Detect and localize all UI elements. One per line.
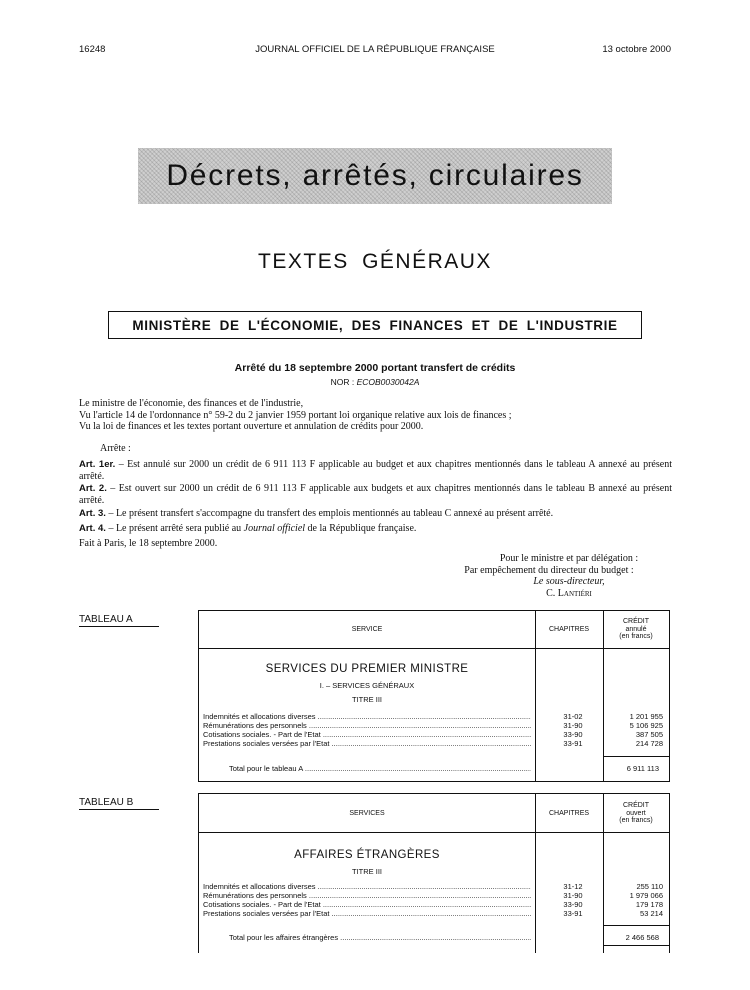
table-row [203,721,673,730]
article-label: Art. 2. [79,483,107,494]
tableau-a [198,610,670,782]
signature-block [464,553,669,599]
credit-header-line: CRÉDIT [622,802,650,809]
titre-heading: TITRE III [352,695,382,704]
header-divider [199,648,669,649]
article-text: – Le présent arrêté sera publié au [108,523,244,534]
row-chapitre: 33-90 [563,900,583,909]
nor-code: ECOB0030042A [356,377,420,387]
row-credit: 387 505 [635,730,663,739]
subsection-title: I. – SERVICES GÉNÉRAUX [319,681,415,690]
titre-heading: TITRE III [352,867,382,876]
tableau-b-underline [79,809,159,810]
table-row [203,730,673,739]
tableau-b-label: TABLEAU B [79,797,134,808]
total-divider [604,756,669,757]
journal-title: JOURNAL OFFICIEL DE LA RÉPUBLIQUE FRANÇAISE [255,44,495,55]
total-label: Total pour le tableau A ..... [229,764,531,774]
tableau-b [198,793,670,953]
row-label: Prestations sociales versées par l'Etat ..... [203,739,531,748]
row-credit: 179 178 [635,900,663,909]
total-row [229,933,669,943]
total-row [229,764,669,774]
col-header-credit [603,802,669,825]
row-chapitre: 31-90 [563,891,583,900]
ministry-box [108,311,642,339]
row-credit: 255 110 [636,882,663,891]
table-row [203,891,673,900]
fait-line: Fait à Paris, le 18 septembre 2000. [79,538,218,549]
row-label: Rémunérations des personnels ..... [203,721,531,730]
preamble-line: Vu l'article 14 de l'ordonnance n° 59-2 du 2 janvier 1959 portant loi organique relative aux lois de finances ; [79,409,512,421]
credit-header-line: (en francs) [619,817,653,824]
signature-line-1: Pour le ministre et par délégation : [499,553,639,564]
row-credit: 214 728 [635,739,663,748]
section-heading: TEXTES GÉNÉRAUX [258,250,492,273]
table-row [203,882,673,891]
tableau-a-label: TABLEAU A [79,614,133,625]
row-chapitre: 33-91 [563,739,583,748]
journal-italic: Journal officiel [243,523,306,534]
row-label: Rémunérations des personnels ..... [203,891,531,900]
row-credit: 1 201 955 [629,712,663,721]
col-header-service: SERVICE [351,626,383,633]
row-chapitre: 31-02 [563,712,583,721]
row-credit: 1 979 066 [629,891,663,900]
table-row [203,900,673,909]
preamble-line: Vu la loi de finances et les textes portant ouverture et annulation de crédits pour 2000. [79,421,424,432]
total-divider [604,925,669,926]
total-value: 6 911 113 [626,764,659,773]
article-label: Art. 1er. [79,459,116,470]
credit-header-line: (en francs) [619,633,653,640]
table-row [203,712,673,721]
page-number: 16248 [79,44,106,55]
row-label: Cotisations sociales. - Part de l'Etat ..... [203,900,531,909]
table-row [203,909,673,918]
article-3 [79,508,672,520]
row-credit: 53 214 [640,909,663,918]
col-header-service: SERVICES [349,810,385,817]
signature-line-2: Par empêchement du directeur du budget : [464,564,634,576]
total-value: 2 466 568 [625,933,659,942]
article-text: de la République française. [305,523,417,534]
nor-label: NOR : [330,377,355,387]
column-divider [535,794,536,953]
column-divider [535,611,536,781]
article-text: – Le présent transfert s'accompagne du transfert des emplois mentionnés au tableau C annexé au présent arrêté. [108,508,554,519]
table-row [203,739,673,748]
ministry-name: MINISTÈRE DE L'ÉCONOMIE, DES FINANCES ET DE L'INDUSTRIE [132,317,618,333]
arrete-title: Arrêté du 18 septembre 2000 portant transfert de crédits [234,362,516,374]
row-chapitre: 31-90 [563,721,583,730]
row-label: Cotisations sociales. - Part de l'Etat ..... [203,730,531,739]
banner-title: Décrets, arrêtés, circulaires [166,159,584,192]
issue-date: 13 octobre 2000 [602,44,671,55]
section-banner [138,148,612,204]
nor-reference [0,377,750,387]
article-1 [79,459,672,482]
tableau-a-underline [79,626,159,627]
preamble-line: Le ministre de l'économie, des finances et de l'industrie, [79,398,304,409]
row-label: Indemnités et allocations diverses ..... [203,882,531,891]
section-title: SERVICES DU PREMIER MINISTRE [265,663,469,675]
article-label: Art. 4. [79,523,106,534]
signature-line-3: Le sous-directeur, [533,576,605,587]
article-4 [79,523,672,535]
article-text: – Est ouvert sur 2000 un crédit de 6 911 113 F applicable aux budgets et aux chapitres mentionnés dans le tableau B annexé au présent arrêté. [79,483,672,506]
credit-header-line: annulé [625,625,647,633]
total-divider [604,945,669,946]
article-label: Art. 3. [79,508,106,519]
total-label: Total pour les affaires étrangères ..... [229,933,531,943]
article-2 [79,483,672,506]
row-chapitre: 33-91 [563,909,583,918]
section-title: AFFAIRES ÉTRANGÈRES [294,849,440,861]
row-label: Indemnités et allocations diverses ..... [203,712,531,721]
col-header-chapitres: CHAPITRES [548,626,590,633]
row-credit: 5 106 925 [629,721,663,730]
header-divider [199,832,669,833]
col-header-credit [603,618,669,641]
signatory-name: C. Lantiéri [546,587,592,599]
article-text: – Est annulé sur 2000 un crédit de 6 911 113 F applicable au budget et aux chapitres mentionnés dans le tableau A annexé au présent arrêté. [79,459,672,482]
credit-header-line: ouvert [626,809,646,817]
row-label: Prestations sociales versées par l'Etat ..... [203,909,531,918]
col-header-chapitres: CHAPITRES [548,810,590,817]
credit-header-line: CRÉDIT [622,618,650,625]
arrete-word: Arrête : [100,443,131,454]
row-chapitre: 33-90 [563,730,583,739]
row-chapitre: 31-12 [563,882,583,891]
